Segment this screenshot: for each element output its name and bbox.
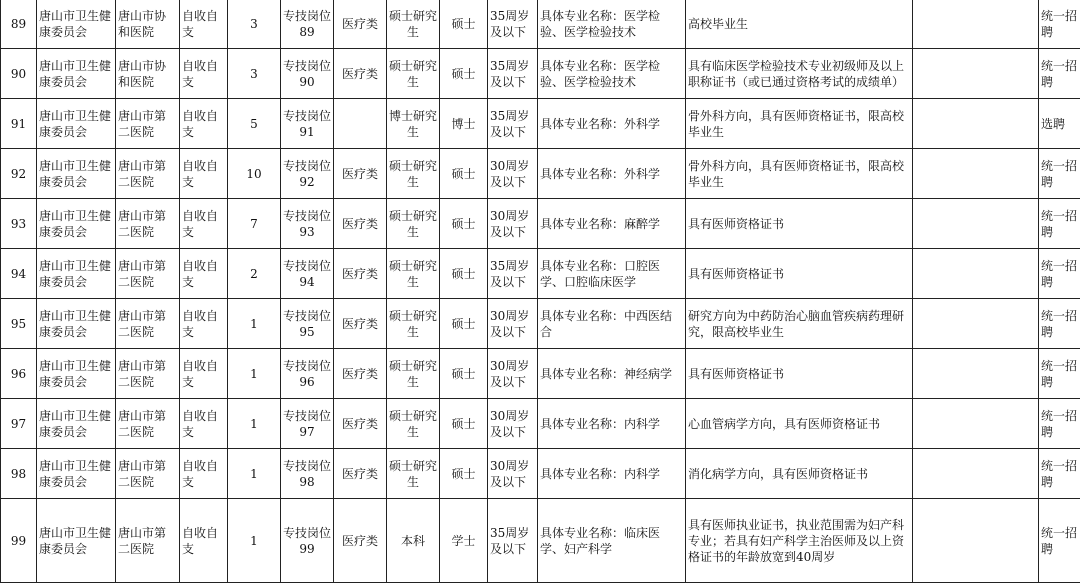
notes-cell xyxy=(913,149,1039,199)
post-name-cell: 专技岗位96 xyxy=(281,349,334,399)
headcount-cell: 7 xyxy=(228,199,281,249)
headcount-cell: 2 xyxy=(228,249,281,299)
recruit-method-cell: 统一招聘 xyxy=(1039,199,1080,249)
degree-cell: 硕士 xyxy=(440,249,488,299)
post-category-cell: 医疗类 xyxy=(334,49,387,99)
funding-type-cell: 自收自支 xyxy=(180,149,228,199)
major-cell: 具体专业名称：内科学 xyxy=(538,399,686,449)
post-name-cell: 专技岗位99 xyxy=(281,499,334,583)
recruit-method-cell: 统一招聘 xyxy=(1039,449,1080,499)
major-cell: 具体专业名称：医学检验、医学检验技术 xyxy=(538,0,686,49)
age-limit-cell: 30周岁及以下 xyxy=(488,299,538,349)
post-name-cell: 专技岗位95 xyxy=(281,299,334,349)
hiring-unit-cell: 唐山市协和医院 xyxy=(116,49,180,99)
notes-cell xyxy=(913,449,1039,499)
education-cell: 硕士研究生 xyxy=(387,349,440,399)
table-row xyxy=(1,149,1080,199)
recruit-method-cell: 统一招聘 xyxy=(1039,149,1080,199)
recruit-method-cell: 统一招聘 xyxy=(1039,0,1080,49)
requirement-cell: 具有医师资格证书 xyxy=(686,349,913,399)
age-limit-cell: 30周岁及以下 xyxy=(488,199,538,249)
education-cell: 博士研究生 xyxy=(387,99,440,149)
department-cell: 唐山市卫生健康委员会 xyxy=(37,199,116,249)
headcount-cell: 3 xyxy=(228,0,281,49)
row-number: 90 xyxy=(1,49,37,99)
post-category-cell: 医疗类 xyxy=(334,299,387,349)
major-cell: 具体专业名称：外科学 xyxy=(538,149,686,199)
notes-cell xyxy=(913,199,1039,249)
notes-cell xyxy=(913,299,1039,349)
major-cell: 具体专业名称：中西医结合 xyxy=(538,299,686,349)
funding-type-cell: 自收自支 xyxy=(180,499,228,583)
funding-type-cell: 自收自支 xyxy=(180,299,228,349)
funding-type-cell: 自收自支 xyxy=(180,349,228,399)
age-limit-cell: 35周岁及以下 xyxy=(488,49,538,99)
recruit-method-cell: 统一招聘 xyxy=(1039,349,1080,399)
education-cell: 硕士研究生 xyxy=(387,0,440,49)
table-row xyxy=(1,499,1080,583)
post-name-cell: 专技岗位89 xyxy=(281,0,334,49)
table-row xyxy=(1,449,1080,499)
table-body xyxy=(1,0,1080,583)
age-limit-cell: 30周岁及以下 xyxy=(488,149,538,199)
funding-type-cell: 自收自支 xyxy=(180,449,228,499)
hiring-unit-cell: 唐山市第二医院 xyxy=(116,399,180,449)
degree-cell: 硕士 xyxy=(440,399,488,449)
requirement-cell: 心血管病学方向，具有医师资格证书 xyxy=(686,399,913,449)
degree-cell: 硕士 xyxy=(440,49,488,99)
row-number: 96 xyxy=(1,349,37,399)
post-name-cell: 专技岗位90 xyxy=(281,49,334,99)
degree-cell: 博士 xyxy=(440,99,488,149)
notes-cell xyxy=(913,499,1039,583)
hiring-unit-cell: 唐山市第二医院 xyxy=(116,449,180,499)
age-limit-cell: 35周岁及以下 xyxy=(488,99,538,149)
requirement-cell: 消化病学方向，具有医师资格证书 xyxy=(686,449,913,499)
row-number: 89 xyxy=(1,0,37,49)
table-row xyxy=(1,399,1080,449)
notes-cell xyxy=(913,249,1039,299)
degree-cell: 硕士 xyxy=(440,199,488,249)
degree-cell: 硕士 xyxy=(440,149,488,199)
funding-type-cell: 自收自支 xyxy=(180,99,228,149)
requirement-cell: 研究方向为中药防治心脑血管疾病药理研究，限高校毕业生 xyxy=(686,299,913,349)
post-category-cell: 医疗类 xyxy=(334,149,387,199)
education-cell: 硕士研究生 xyxy=(387,199,440,249)
hiring-unit-cell: 唐山市第二医院 xyxy=(116,499,180,583)
notes-cell xyxy=(913,399,1039,449)
row-number: 94 xyxy=(1,249,37,299)
requirement-cell: 具有医师执业证书，执业范围需为妇产科专业；若具有妇产科学主治医师及以上资格证书的年龄放宽到40周岁 xyxy=(686,499,913,583)
degree-cell: 学士 xyxy=(440,499,488,583)
hiring-unit-cell: 唐山市协和医院 xyxy=(116,0,180,49)
notes-cell xyxy=(913,0,1039,49)
row-number: 93 xyxy=(1,199,37,249)
department-cell: 唐山市卫生健康委员会 xyxy=(37,249,116,299)
requirement-cell: 骨外科方向，具有医师资格证书，限高校毕业生 xyxy=(686,149,913,199)
table-row xyxy=(1,199,1080,249)
table-row xyxy=(1,299,1080,349)
department-cell: 唐山市卫生健康委员会 xyxy=(37,99,116,149)
hiring-unit-cell: 唐山市第二医院 xyxy=(116,199,180,249)
post-name-cell: 专技岗位94 xyxy=(281,249,334,299)
hiring-unit-cell: 唐山市第二医院 xyxy=(116,249,180,299)
post-name-cell: 专技岗位92 xyxy=(281,149,334,199)
education-cell: 硕士研究生 xyxy=(387,299,440,349)
education-cell: 本科 xyxy=(387,499,440,583)
degree-cell: 硕士 xyxy=(440,349,488,399)
age-limit-cell: 30周岁及以下 xyxy=(488,449,538,499)
department-cell: 唐山市卫生健康委员会 xyxy=(37,449,116,499)
major-cell: 具体专业名称：麻醉学 xyxy=(538,199,686,249)
recruit-method-cell: 统一招聘 xyxy=(1039,49,1080,99)
department-cell: 唐山市卫生健康委员会 xyxy=(37,0,116,49)
table-row xyxy=(1,249,1080,299)
row-number: 97 xyxy=(1,399,37,449)
funding-type-cell: 自收自支 xyxy=(180,0,228,49)
hiring-unit-cell: 唐山市第二医院 xyxy=(116,349,180,399)
post-name-cell: 专技岗位93 xyxy=(281,199,334,249)
education-cell: 硕士研究生 xyxy=(387,149,440,199)
recruit-method-cell: 统一招聘 xyxy=(1039,299,1080,349)
major-cell: 具体专业名称：临床医学、妇产科学 xyxy=(538,499,686,583)
notes-cell xyxy=(913,99,1039,149)
department-cell: 唐山市卫生健康委员会 xyxy=(37,49,116,99)
table-row xyxy=(1,49,1080,99)
degree-cell: 硕士 xyxy=(440,449,488,499)
department-cell: 唐山市卫生健康委员会 xyxy=(37,399,116,449)
age-limit-cell: 35周岁及以下 xyxy=(488,499,538,583)
age-limit-cell: 35周岁及以下 xyxy=(488,0,538,49)
headcount-cell: 1 xyxy=(228,399,281,449)
headcount-cell: 1 xyxy=(228,449,281,499)
row-number: 91 xyxy=(1,99,37,149)
post-name-cell: 专技岗位97 xyxy=(281,399,334,449)
degree-cell: 硕士 xyxy=(440,299,488,349)
row-number: 92 xyxy=(1,149,37,199)
education-cell: 硕士研究生 xyxy=(387,249,440,299)
recruit-method-cell: 统一招聘 xyxy=(1039,499,1080,583)
funding-type-cell: 自收自支 xyxy=(180,49,228,99)
major-cell: 具体专业名称：内科学 xyxy=(538,449,686,499)
recruit-method-cell: 统一招聘 xyxy=(1039,249,1080,299)
degree-cell: 硕士 xyxy=(440,0,488,49)
row-number: 95 xyxy=(1,299,37,349)
notes-cell xyxy=(913,349,1039,399)
notes-cell xyxy=(913,49,1039,99)
table-row xyxy=(1,349,1080,399)
post-category-cell: 医疗类 xyxy=(334,349,387,399)
post-category-cell: 医疗类 xyxy=(334,249,387,299)
post-category-cell xyxy=(334,99,387,149)
post-category-cell: 医疗类 xyxy=(334,0,387,49)
major-cell: 具体专业名称：口腔医学、口腔临床医学 xyxy=(538,249,686,299)
requirement-cell: 骨外科方向，具有医师资格证书，限高校毕业生 xyxy=(686,99,913,149)
funding-type-cell: 自收自支 xyxy=(180,199,228,249)
education-cell: 硕士研究生 xyxy=(387,449,440,499)
requirement-cell: 具有临床医学检验技术专业初级师及以上职称证书（或已通过资格考试的成绩单） xyxy=(686,49,913,99)
headcount-cell: 3 xyxy=(228,49,281,99)
department-cell: 唐山市卫生健康委员会 xyxy=(37,499,116,583)
headcount-cell: 1 xyxy=(228,349,281,399)
post-category-cell: 医疗类 xyxy=(334,499,387,583)
major-cell: 具体专业名称：神经病学 xyxy=(538,349,686,399)
hiring-unit-cell: 唐山市第二医院 xyxy=(116,299,180,349)
education-cell: 硕士研究生 xyxy=(387,399,440,449)
recruit-method-cell: 统一招聘 xyxy=(1039,399,1080,449)
department-cell: 唐山市卫生健康委员会 xyxy=(37,349,116,399)
table-row xyxy=(1,0,1080,49)
requirement-cell: 具有医师资格证书 xyxy=(686,249,913,299)
headcount-cell: 5 xyxy=(228,99,281,149)
post-name-cell: 专技岗位98 xyxy=(281,449,334,499)
post-category-cell: 医疗类 xyxy=(334,199,387,249)
headcount-cell: 1 xyxy=(228,299,281,349)
headcount-cell: 10 xyxy=(228,149,281,199)
education-cell: 硕士研究生 xyxy=(387,49,440,99)
department-cell: 唐山市卫生健康委员会 xyxy=(37,299,116,349)
age-limit-cell: 35周岁及以下 xyxy=(488,249,538,299)
requirement-cell: 具有医师资格证书 xyxy=(686,199,913,249)
major-cell: 具体专业名称：外科学 xyxy=(538,99,686,149)
age-limit-cell: 30周岁及以下 xyxy=(488,399,538,449)
funding-type-cell: 自收自支 xyxy=(180,399,228,449)
post-category-cell: 医疗类 xyxy=(334,449,387,499)
hiring-unit-cell: 唐山市第二医院 xyxy=(116,149,180,199)
headcount-cell: 1 xyxy=(228,499,281,583)
row-number: 99 xyxy=(1,499,37,583)
major-cell: 具体专业名称：医学检验、医学检验技术 xyxy=(538,49,686,99)
table-row xyxy=(1,99,1080,149)
age-limit-cell: 30周岁及以下 xyxy=(488,349,538,399)
department-cell: 唐山市卫生健康委员会 xyxy=(37,149,116,199)
row-number: 98 xyxy=(1,449,37,499)
post-category-cell: 医疗类 xyxy=(334,399,387,449)
funding-type-cell: 自收自支 xyxy=(180,249,228,299)
recruit-method-cell: 选聘 xyxy=(1039,99,1080,149)
requirement-cell: 高校毕业生 xyxy=(686,0,913,49)
hiring-unit-cell: 唐山市第二医院 xyxy=(116,99,180,149)
post-name-cell: 专技岗位91 xyxy=(281,99,334,149)
